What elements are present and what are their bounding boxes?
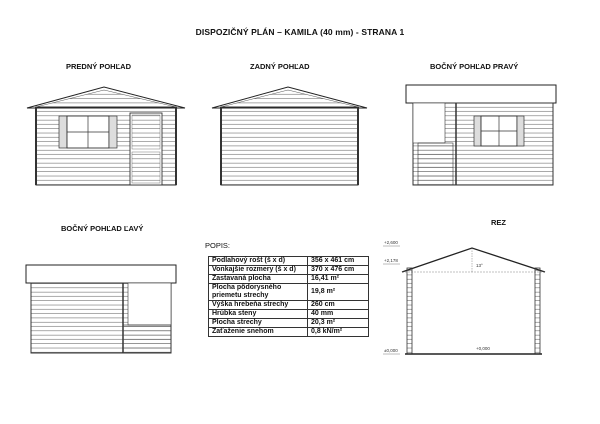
popis-label: POPIS:	[205, 241, 231, 250]
label-front-view: PREDNÝ POHĽAD	[66, 62, 132, 71]
dim-inner: +0,000	[476, 346, 490, 351]
front-door	[130, 113, 162, 185]
page-title: DISPOZIČNÝ PLÁN – KAMILA (40 mm) - STRANA 1	[195, 27, 405, 37]
dim-eave: +2,178	[384, 258, 398, 263]
label-section-view: REZ	[491, 218, 506, 227]
dim-angle: 13°	[476, 263, 483, 268]
label-back-view: ZADNÝ POHĽAD	[250, 62, 310, 71]
dim-floor: ±0,000	[384, 348, 398, 353]
table-row: Zaťaženie snehom 0,8 kN/m²	[209, 328, 369, 337]
side-left-view-drawing	[26, 265, 176, 353]
back-view-drawing	[212, 87, 367, 185]
label-side-left-view: BOČNÝ POHĽAD ĽAVÝ	[61, 224, 144, 233]
table-row: Zastavaná plocha 16,41 m²	[209, 275, 369, 284]
table-row: Plocha strechy 20,3 m²	[209, 319, 369, 328]
table-row: Vonkajšie rozmery (š x d) 370 x 476 cm	[209, 266, 369, 275]
table-row: Podlahový rošt (š x d) 356 x 461 cm	[209, 257, 369, 266]
front-window	[59, 116, 117, 148]
table-row: Výška hrebeňa strechy 260 cm	[209, 301, 369, 310]
side-right-view-drawing	[406, 85, 556, 185]
label-side-right-view: BOČNÝ POHĽAD PRAVÝ	[430, 62, 519, 71]
section-view-drawing	[383, 240, 545, 354]
front-view-drawing	[27, 87, 185, 185]
spec-table	[208, 256, 369, 337]
table-row: Plocha pôdorysného priemetu strechy 19,8 m²	[209, 284, 369, 301]
table-row: Hrúbka steny 40 mm	[209, 310, 369, 319]
dim-top: +2,600	[384, 240, 398, 245]
